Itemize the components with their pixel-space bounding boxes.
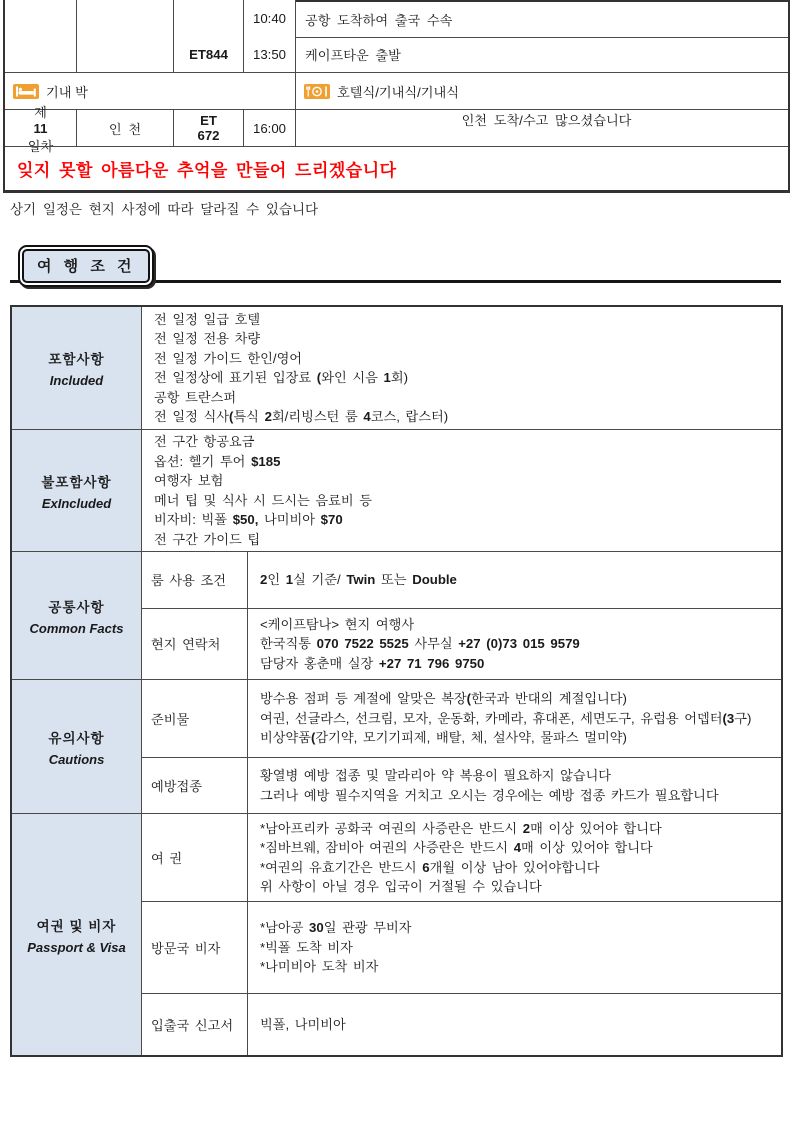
text-line: 전 일정 가이드 한인/영어 bbox=[154, 350, 303, 366]
day11-time: 16:00 bbox=[244, 110, 296, 146]
common-facts-row bbox=[12, 551, 781, 679]
overnight-row bbox=[5, 72, 788, 109]
subrow-label: 현지 연락처 bbox=[142, 609, 248, 680]
text-line: 2인 1실 기준/ Twin 또는 Double bbox=[260, 572, 457, 587]
text-line: 전 구간 가이드 팁 bbox=[154, 531, 261, 547]
description-2: 케이프타운 출발 bbox=[305, 48, 401, 64]
passport-content bbox=[248, 814, 781, 901]
excluded-category bbox=[12, 430, 142, 551]
time-cell bbox=[244, 0, 296, 72]
text-line: 위 사항이 아닐 경우 입국이 거절될 수 있습니다 bbox=[260, 879, 542, 894]
passport-subrow bbox=[142, 814, 781, 901]
included-content bbox=[142, 307, 781, 429]
schedule-change-note: 상기 일정은 현지 사정에 따라 달라질 수 있습니다 bbox=[10, 202, 319, 217]
day11-row bbox=[5, 104, 788, 154]
room-condition-content bbox=[248, 552, 781, 608]
cautions-row bbox=[12, 679, 781, 813]
day11-flight: ET 672 bbox=[174, 110, 244, 146]
category-label-ko: 여권 및 비자 bbox=[36, 918, 117, 934]
text-line: 한국직통 070 7522 5525 사무실 +27 (0)73 015 9579 bbox=[260, 636, 580, 651]
vaccination-content bbox=[248, 758, 781, 813]
entry-exit-form-subrow bbox=[142, 993, 781, 1055]
text-line: 비상약품(감기약, 모기기피제, 배탈, 체, 설사약, 물파스 멀미약) bbox=[260, 730, 627, 746]
description-1: 공항 도착하여 출국 수속 bbox=[296, 2, 788, 38]
preparation-subrow bbox=[142, 680, 781, 757]
room-condition-subrow bbox=[142, 552, 781, 608]
text-line: 그러나 예방 필수지역을 거치고 오시는 경우에는 예방 접종 카드가 필요합니다 bbox=[260, 787, 719, 803]
text-line: 빅폴, 나미비아 bbox=[260, 1016, 346, 1032]
text-line: 옵션: 헬기 투어 $185 bbox=[154, 453, 281, 469]
day-cell-empty bbox=[5, 0, 77, 72]
text-line: *나미비아 도착 비자 bbox=[260, 959, 379, 975]
text-line: 메너 팁 및 식사 시 드시는 음료비 등 bbox=[154, 492, 372, 508]
meal-icon bbox=[304, 84, 330, 99]
passport-visa-row bbox=[12, 813, 781, 1055]
itinerary-flight-rows bbox=[5, 0, 788, 72]
category-label-en: ExIncluded bbox=[41, 495, 112, 511]
vaccination-subrow bbox=[142, 757, 781, 813]
subrow-label: 여 권 bbox=[142, 814, 248, 901]
closing-row bbox=[5, 146, 788, 190]
text-line: 여행자 보험 bbox=[154, 473, 224, 488]
day11-city: 인 천 bbox=[77, 110, 174, 146]
text-line: 비자비: 빅폴 $50, 나미비아 $70 bbox=[154, 512, 343, 527]
meals-label: 호텔식/기내식/기내식 bbox=[337, 84, 459, 100]
category-label-en: Passport & Visa bbox=[27, 939, 126, 955]
included-category bbox=[12, 307, 142, 429]
excluded-row bbox=[12, 429, 781, 551]
time-2: 13:50 bbox=[252, 46, 286, 62]
local-contact-content bbox=[248, 609, 781, 680]
text-line: *남아프리카 공화국 여권의 사증란은 반드시 2매 이상 있어야 합니다 bbox=[260, 820, 662, 836]
travel-conditions-table bbox=[10, 305, 783, 1057]
text-line: *짐바브웨, 잠비아 여권의 사증란은 반드시 4매 이상 있어야 합니다 bbox=[260, 840, 653, 855]
visa-subrow bbox=[142, 901, 781, 993]
overnight-label: 기내 박 bbox=[46, 84, 88, 100]
text-line: 여권, 선글라스, 선크림, 모자, 운동화, 카메라, 휴대폰, 세면도구, 유럽용 어뎁터(3구) bbox=[260, 710, 752, 726]
text-line: 전 일정 일급 호텔 bbox=[154, 311, 261, 327]
text-line: 방수용 점퍼 등 계절에 알맞은 복장(한국과 반대의 계절입니다) bbox=[260, 691, 627, 707]
category-label-en: Included bbox=[49, 373, 104, 388]
category-label-ko: 공통사항 bbox=[48, 599, 105, 615]
description-cell bbox=[296, 0, 788, 72]
city-cell-empty bbox=[77, 0, 174, 72]
bed-icon bbox=[13, 84, 39, 99]
text-line: 전 일정 식사(특식 2회/리빙스턴 룸 4코스, 랍스터) bbox=[154, 409, 449, 424]
flight-cell bbox=[174, 0, 244, 72]
meals-cell bbox=[296, 73, 788, 109]
entry-exit-form-content bbox=[248, 994, 781, 1055]
closing-message: 잊지 못할 아름다운 추억을 만들어 드리겠습니다 bbox=[17, 161, 397, 180]
category-label-ko: 유의사항 bbox=[48, 730, 105, 746]
preparation-content bbox=[248, 680, 781, 757]
text-line: 담당자 홍춘매 실장 +27 71 796 9750 bbox=[260, 655, 485, 671]
visa-content bbox=[248, 902, 781, 993]
text-line: 전 구간 항공요금 bbox=[154, 434, 255, 449]
passport-visa-category bbox=[12, 814, 142, 1055]
cautions-category bbox=[12, 680, 142, 813]
subrow-label: 방문국 비자 bbox=[142, 902, 248, 993]
flight-cell-top bbox=[174, 0, 243, 36]
day11-desc: 인천 도착/수고 많으셨습니다 bbox=[461, 113, 632, 128]
subrow-label: 입출국 신고서 bbox=[142, 994, 248, 1055]
cautions-subrows bbox=[142, 680, 781, 813]
time-1: 10:40 bbox=[252, 10, 286, 26]
subrow-label: 예방접종 bbox=[142, 758, 248, 813]
category-label-en: Cautions bbox=[48, 751, 105, 767]
itinerary-table bbox=[3, 0, 790, 193]
passport-visa-subrows bbox=[142, 814, 781, 1055]
excluded-content bbox=[142, 430, 781, 551]
text-line: <케이프탐나> 현지 여행사 bbox=[260, 616, 415, 632]
overnight-cell bbox=[5, 73, 296, 109]
common-facts-subrows bbox=[142, 552, 781, 679]
category-label-ko: 포함사항 bbox=[48, 352, 105, 367]
text-line: *남아공 30일 관광 무비자 bbox=[260, 920, 412, 936]
day11-day: 제 11 일차 bbox=[5, 110, 77, 146]
text-line: 전 일정상에 표기된 입장료 (와인 시음 1회) bbox=[154, 370, 408, 385]
text-line: 황열병 예방 접종 및 말라리아 약 복용이 필요하지 않습니다 bbox=[260, 768, 612, 783]
flight-number: ET 844 bbox=[189, 46, 228, 62]
subrow-label: 룸 사용 조건 bbox=[142, 552, 248, 608]
text-line: 공항 트란스퍼 bbox=[154, 389, 237, 405]
text-line: *빅폴 도착 비자 bbox=[260, 939, 353, 955]
common-facts-category bbox=[12, 552, 142, 679]
text-line: *여권의 유효기간은 반드시 6개월 이상 남아 있어야합니다 bbox=[260, 859, 600, 875]
section-title: 여 행 조 건 bbox=[22, 249, 150, 283]
category-label-en: Common Facts bbox=[29, 620, 124, 636]
local-contact-subrow bbox=[142, 608, 781, 680]
subrow-label: 준비물 bbox=[142, 680, 248, 757]
category-label-ko: 불포함사항 bbox=[41, 474, 112, 490]
section-heading-box bbox=[18, 245, 154, 287]
text-line: 전 일정 전용 차량 bbox=[154, 331, 261, 346]
included-row bbox=[12, 307, 781, 429]
